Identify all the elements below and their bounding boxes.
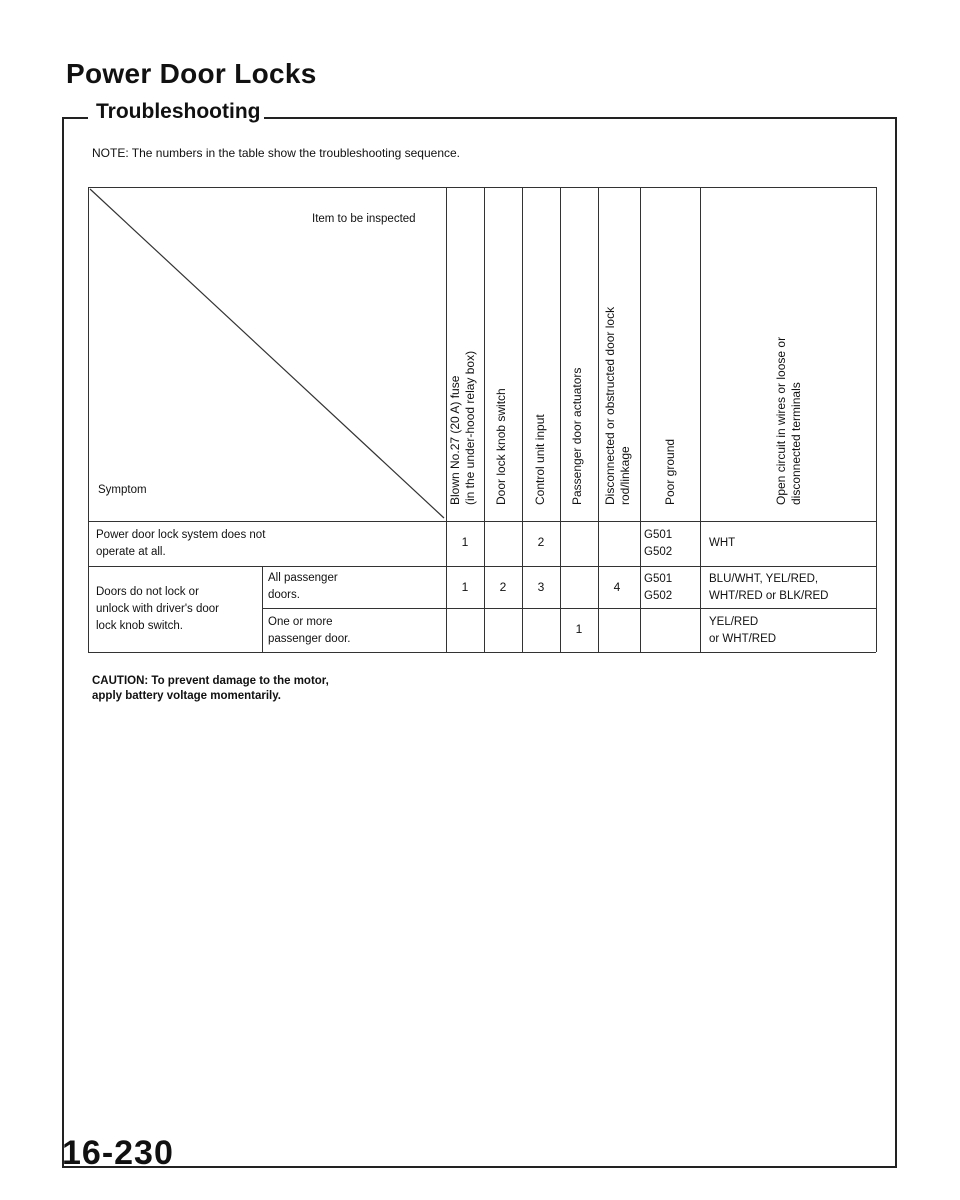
symptom-row2: Doors do not lock or unlock with driver's door lock knob switch. [96, 586, 219, 632]
symptom-row1: Power door lock system does not operate at all. [96, 529, 266, 558]
col-divider [560, 187, 561, 652]
ground-cell-row2: G501 G502 [644, 573, 673, 602]
sequence-cell: 2 [499, 580, 507, 594]
header-bottom-border [88, 521, 876, 522]
section-subtitle: Troubleshooting [92, 100, 264, 124]
wire-cell-row3: YEL/RED or WHT/RED [709, 616, 777, 645]
column-header-actuators: Passenger door actuators [570, 367, 584, 505]
table-top-border [88, 187, 876, 188]
row1-bottom-border [88, 566, 876, 567]
corner-diagonal [88, 187, 446, 520]
corner-label-items: Item to be inspected [312, 213, 416, 225]
sequence-cell: 1 [461, 580, 469, 594]
wire-cell-row2: BLU/WHT, YEL/RED, WHT/RED or BLK/RED [709, 573, 829, 602]
table-right-border [876, 187, 877, 652]
column-header-linkage: Disconnected or obstructed door lock rod/linkage [603, 306, 632, 505]
row2-bottom-border [262, 608, 876, 609]
page-number: 16-230 [62, 1134, 174, 1172]
table-note: NOTE: The numbers in the table show the troubleshooting sequence. [92, 146, 460, 160]
column-header-open-circuit: Open circuit in wires or loose or disconnected terminals [774, 336, 803, 505]
sequence-cell: 3 [537, 580, 545, 594]
ground-cell-row1: G501 G502 [644, 529, 673, 558]
sequence-cell: 1 [461, 535, 469, 549]
table-bottom-border [88, 652, 876, 653]
column-header-lock-knob-switch: Door lock knob switch [494, 388, 508, 505]
col-divider [700, 187, 701, 652]
page-title: Power Door Locks [66, 58, 317, 89]
wire-cell-row1: WHT [709, 537, 736, 549]
column-header-ground: Poor ground [663, 438, 677, 505]
subsymptom-divider [262, 566, 263, 652]
caution-note: CAUTION: To prevent damage to the motor, apply battery voltage momentarily. [92, 675, 329, 702]
column-header-fuse: Blown No.27 (20 A) fuse (in the under-hood relay box) [448, 350, 477, 505]
corner-label-symptom: Symptom [98, 484, 147, 496]
frame-top-border-left [62, 117, 88, 119]
sequence-cell: 1 [575, 622, 583, 636]
table-left-border [88, 187, 89, 652]
frame-top-border-right [262, 117, 895, 119]
subsymptom-one-door: One or more passenger door. [268, 616, 351, 645]
sequence-cell: 2 [537, 535, 545, 549]
sequence-cell: 4 [613, 580, 621, 594]
col-divider [640, 187, 641, 652]
subsymptom-all-doors: All passenger doors. [268, 572, 338, 601]
column-header-control-unit: Control unit input [533, 414, 547, 505]
